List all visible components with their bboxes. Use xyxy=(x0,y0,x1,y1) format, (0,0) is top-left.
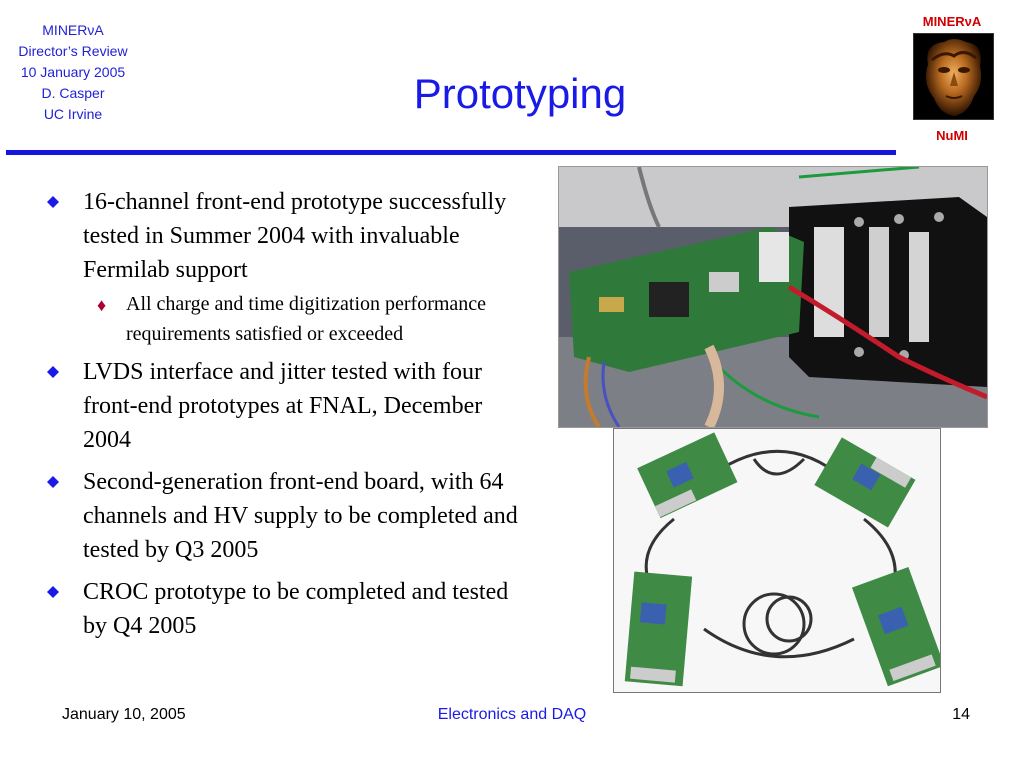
slide-title: Prototyping xyxy=(413,70,627,117)
bullet-item xyxy=(44,465,534,567)
footer-date: January 10, 2005 xyxy=(62,706,186,723)
header-block xyxy=(0,20,146,125)
diamond-bullet-icon xyxy=(47,476,59,488)
boards-ring-photo-icon xyxy=(614,429,940,692)
header-line-experiment: MINERνA xyxy=(42,22,104,38)
sub-bullet-text: All charge and time digitization performance requirements satisfied or exceeded xyxy=(126,293,487,345)
header-line-institution: UC Irvine xyxy=(43,106,103,122)
four-boards-photo xyxy=(613,428,941,693)
bullet-text: CROC prototype to be completed and tested by Q4 2005 xyxy=(83,579,509,639)
diamond-bullet-icon xyxy=(47,196,59,208)
sub-bullet-item xyxy=(83,289,534,349)
minerva-logo-image xyxy=(913,33,994,120)
footer-title: Electronics and DAQ xyxy=(437,706,587,723)
title-divider xyxy=(6,150,896,155)
bullet-item xyxy=(44,575,534,643)
bullet-item xyxy=(44,355,534,457)
bullet-text: LVDS interface and jitter tested with four front-end prototypes at FNAL, December 2004 xyxy=(83,359,483,453)
header-line-date: 10 January 2005 xyxy=(20,64,126,80)
diamond-bullet-icon xyxy=(47,586,59,598)
bullet-item xyxy=(44,185,534,287)
bullet-text: Second-generation front-end board, with 64 channels and HV supply to be completed and tested by Q3 2005 xyxy=(83,469,518,563)
circuit-board-photo-icon xyxy=(559,167,987,427)
logo-bottom-label: NuMI xyxy=(936,128,968,143)
header-line-author: D. Casper xyxy=(41,85,105,101)
sub-diamond-bullet-icon: ♦ xyxy=(97,295,107,315)
prototype-board-photo xyxy=(558,166,988,428)
bullet-list xyxy=(44,185,534,651)
logo-top-label: MINERνA xyxy=(922,14,982,29)
diamond-bullet-icon xyxy=(47,366,59,378)
face-sculpture-icon xyxy=(914,34,993,119)
bullet-text: 16-channel front-end prototype successfully tested in Summer 2004 with invaluable Fermilab support xyxy=(83,189,507,283)
header-line-review: Director’s Review xyxy=(18,43,128,59)
page-number: 14 xyxy=(952,706,970,723)
